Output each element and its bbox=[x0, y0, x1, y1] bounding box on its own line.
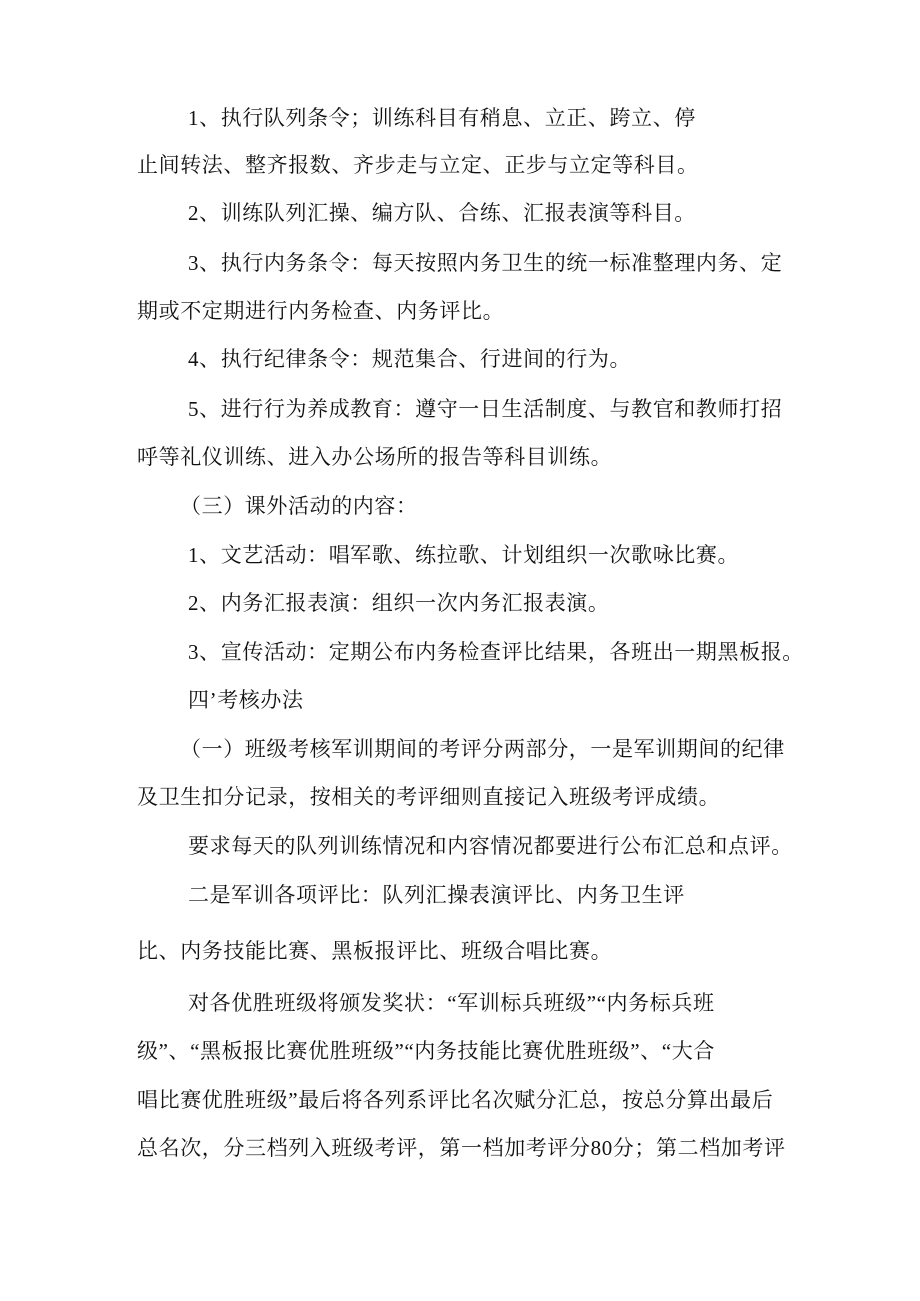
item-queue-drill-line-2: 止间转法、整齐报数、齐步走与立定、正步与立定等科目。 bbox=[137, 153, 699, 177]
item-queue-drill-line-1: 1、执行队列条令；训练科目有稍息、立正、跨立、停 bbox=[188, 106, 696, 130]
assessment-part-1-line-2: 及卫生扣分记录，按相关的考评细则直接记入班级考评成绩。 bbox=[137, 785, 721, 809]
section-heading-extracurricular: （三）课外活动的内容： bbox=[180, 494, 418, 518]
item-arts-activity: 1、文艺活动：唱军歌、练拉歌、计划组织一次歌咏比赛。 bbox=[188, 543, 740, 567]
awards-paragraph-line-4: 总名次，分三档列入班级考评，第一档加考评分80分；第二档加考评 bbox=[137, 1136, 786, 1160]
awards-paragraph-line-1: 对各优胜班级将颁发奖状：“军训标兵班级”“内务标兵班 bbox=[188, 991, 715, 1015]
assessment-part-1-line-1: （一）班级考核军训期间的考评分两部分，一是军训期间的纪律 bbox=[180, 737, 785, 761]
awards-paragraph-line-3: 唱比赛优胜班级”最后将各列系评比名次赋分汇总，按总分算出最后 bbox=[137, 1088, 774, 1112]
assessment-part-2-line-2: 比、内务技能比赛、黑板报评比、班级合唱比赛。 bbox=[137, 939, 613, 963]
item-housekeeping-show: 2、内务汇报表演：组织一次内务汇报表演。 bbox=[188, 591, 610, 615]
item-formation-training: 2、训练队列汇操、编方队、合练、汇报表演等科目。 bbox=[188, 201, 696, 225]
item-housekeeping-line-1: 3、执行内务条令：每天按照内务卫生的统一标准整理内务、定 bbox=[188, 251, 783, 275]
item-etiquette-line-2: 呼等礼仪训练、进入办公场所的报告等科目训练。 bbox=[137, 445, 613, 469]
item-discipline: 4、执行纪律条令：规范集合、行进间的行为。 bbox=[188, 347, 632, 371]
assessment-part-2-line-1: 二是军训各项评比：队列汇操表演评比、内务卫生评 bbox=[188, 883, 685, 907]
item-housekeeping-line-2: 期或不定期进行内务检查、内务评比。 bbox=[137, 299, 505, 323]
section-heading-assessment: 四’考核办法 bbox=[188, 688, 304, 712]
item-etiquette-line-1: 5、进行行为养成教育：遵守一日生活制度、与教官和教师打招 bbox=[188, 397, 783, 421]
assessment-daily-review: 要求每天的队列训练情况和内容情况都要进行公布汇总和点评。 bbox=[188, 834, 793, 858]
item-publicity-activity: 3、宣传活动：定期公布内务检查评比结果，各班出一期黑板报。 bbox=[188, 640, 804, 664]
awards-paragraph-line-2: 级”、“黑板报比赛优胜班级”“内务技能比赛优胜班级”、“大合 bbox=[137, 1039, 715, 1063]
